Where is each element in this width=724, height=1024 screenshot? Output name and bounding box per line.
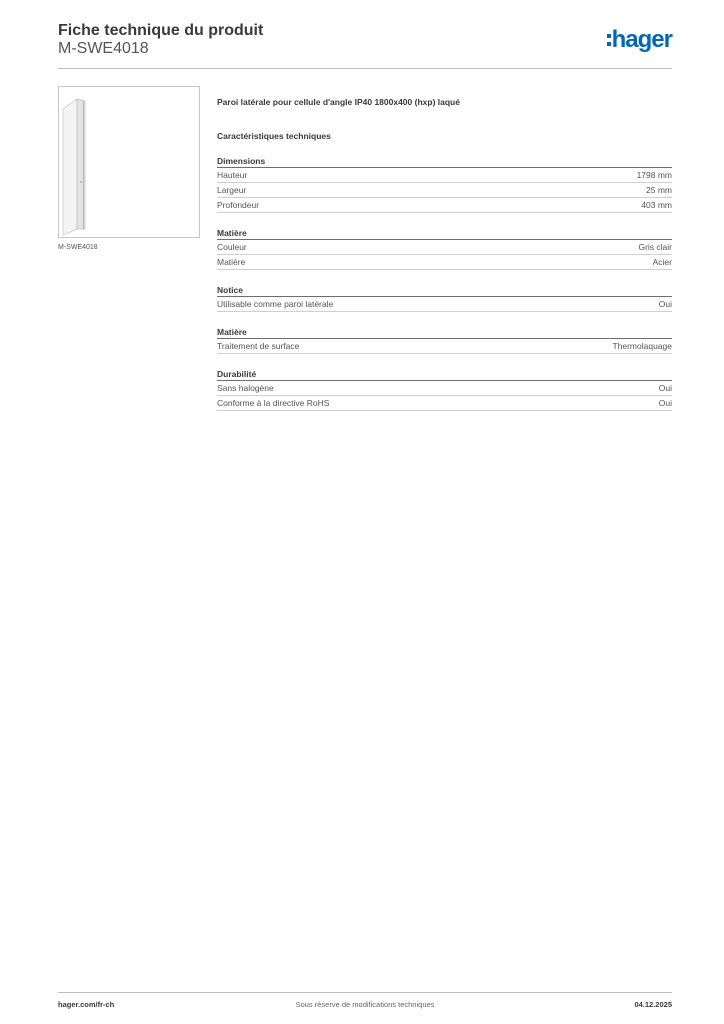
footer-website-link[interactable]: hager.com/fr-ch	[58, 1000, 115, 1009]
spec-row	[217, 297, 672, 312]
product-reference: M-SWE4018	[58, 40, 149, 57]
spec-value: Acier	[652, 257, 672, 267]
spec-group-durability	[217, 368, 672, 411]
spec-row	[217, 381, 672, 396]
spec-label: Largeur	[217, 185, 247, 195]
spec-label: Hauteur	[217, 170, 248, 180]
product-content	[217, 96, 672, 411]
spec-label: Couleur	[217, 242, 247, 252]
product-image	[58, 86, 200, 238]
spec-label: Profondeur	[217, 200, 260, 210]
spec-label: Traitement de surface	[217, 341, 300, 351]
spec-value: Oui	[658, 398, 672, 408]
spec-label: Sans halogène	[217, 383, 274, 393]
group-title: Durabilité	[217, 368, 672, 381]
spec-row	[217, 168, 672, 183]
group-title: Dimensions	[217, 155, 672, 168]
spec-row	[217, 255, 672, 270]
logo-dots-icon	[607, 32, 611, 48]
spec-group-dimensions	[217, 155, 672, 213]
spec-value: Gris clair	[638, 242, 672, 252]
spec-row	[217, 396, 672, 411]
image-caption: M-SWE4018	[58, 244, 98, 251]
spec-value: 25 mm	[646, 185, 672, 195]
side-panel-icon	[59, 87, 199, 237]
spec-value: Oui	[658, 383, 672, 393]
spec-row	[217, 240, 672, 255]
group-title: Matière	[217, 227, 672, 240]
spec-row	[217, 339, 672, 354]
spec-row	[217, 198, 672, 213]
footer-notice: Sous réserve de modifications techniques	[295, 1000, 435, 1009]
spec-group-material	[217, 227, 672, 270]
section-heading: Caractéristiques techniques	[217, 131, 331, 141]
group-title: Matière	[217, 326, 672, 339]
group-title: Notice	[217, 284, 672, 297]
page-header	[58, 20, 672, 69]
logo-text: hager	[611, 26, 672, 53]
spec-label: Conforme à la directive RoHS	[217, 398, 330, 408]
page-footer	[58, 992, 672, 1013]
footer-date: 04.12.2025	[634, 1000, 672, 1009]
spec-label: Utilisable comme paroi latérale	[217, 299, 334, 309]
spec-value: Oui	[658, 299, 672, 309]
spec-value: Thermolaquage	[612, 341, 672, 351]
page-title: Fiche technique du produit	[58, 22, 264, 39]
spec-row	[217, 183, 672, 198]
hager-logo	[607, 26, 672, 54]
spec-value: 403 mm	[641, 200, 672, 210]
spec-label: Matière	[217, 257, 246, 267]
spec-value: 1798 mm	[636, 170, 672, 180]
product-description: Paroi latérale pour cellule d'angle IP40 1800x400 (hxp) laqué	[217, 97, 460, 107]
spec-group-notice	[217, 284, 672, 312]
spec-group-surface	[217, 326, 672, 354]
